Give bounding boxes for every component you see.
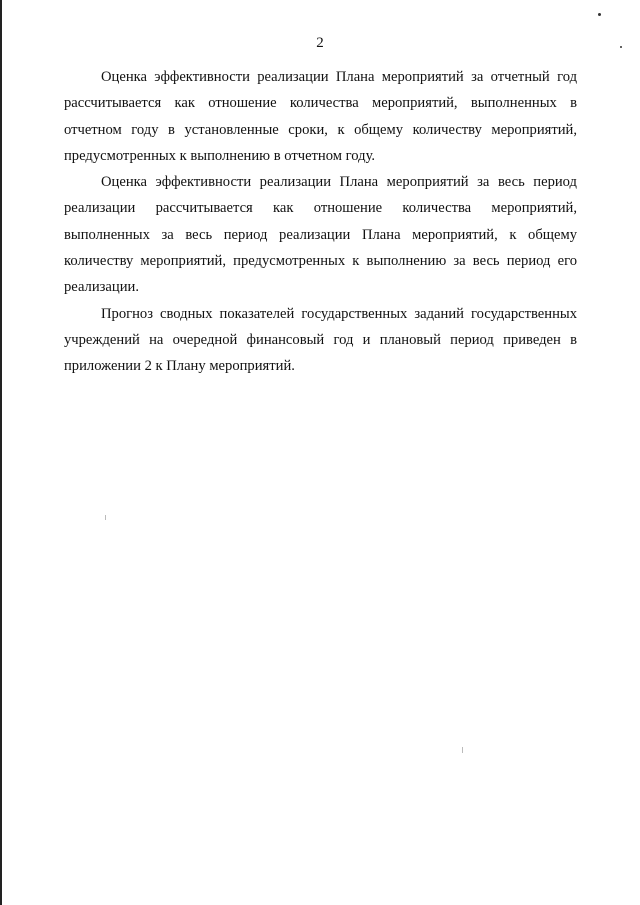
scan-speck <box>105 515 106 520</box>
scan-speck <box>598 13 601 16</box>
scan-edge <box>0 0 2 905</box>
paragraph-reporting-year-evaluation: Оценка эффективности реализации Плана мероприятий за отчетный год рассчитывается как отношение количества мероприятий, выполненных в отчетном году в установленные сроки, к общему количеству мероприятий, предусмотренных к выполнению в отчетном году. <box>64 69 577 164</box>
paragraph-forecast: Прогноз сводных показателей государственных заданий государственных учреждений на очередной финансовый год и плановый период приведен в приложении 2 к Плану мероприятий. <box>64 305 577 375</box>
paragraph-full-period-evaluation: Оценка эффективности реализации Плана мероприятий за весь период реализации рассчитывается как отношение количества мероприятий, выполненных за весь период реализации Плана мероприятий, к общему количеству мероприятий, предусмотренных к выполнению за весь период его реализации. <box>64 174 577 296</box>
scan-speck <box>462 747 463 753</box>
page-number: 2 <box>316 35 324 51</box>
scan-speck <box>620 46 622 48</box>
document-body <box>64 64 577 380</box>
